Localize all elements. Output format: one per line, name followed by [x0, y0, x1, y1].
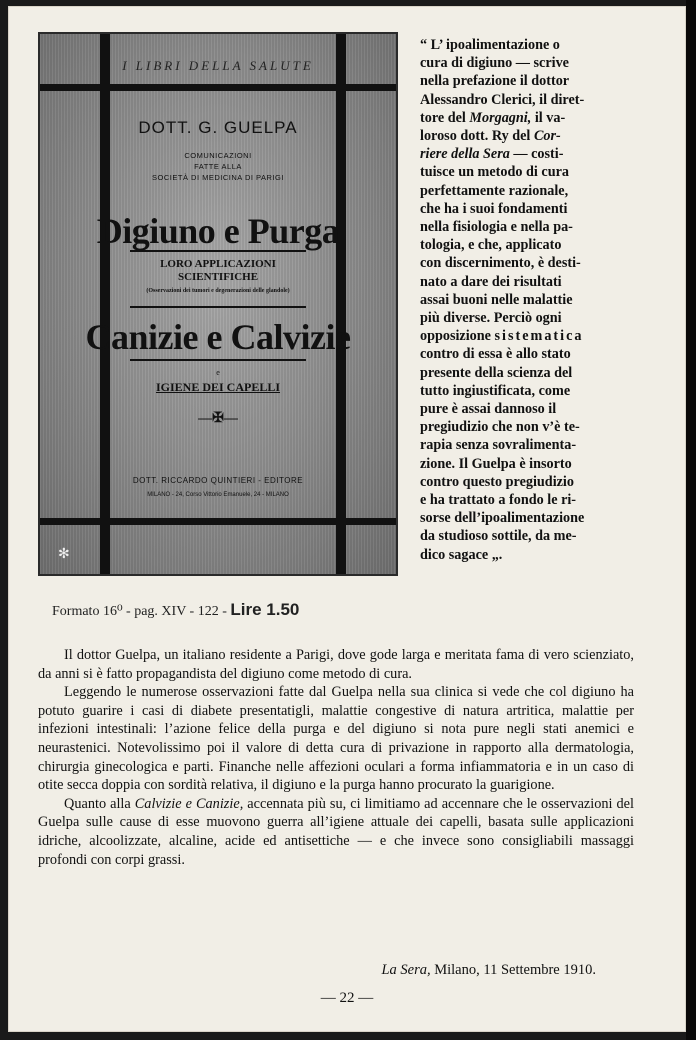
- cover-communication: COMUNICAZIONI FATTE ALLA SOCIETÀ DI MEDICINA DI PARIGI: [152, 151, 284, 182]
- cover-igiene: IGIENE DEI CAPELLI: [155, 380, 281, 394]
- paragraph: Quanto alla Calvizie e Canizie, accennata più su, ci limitiamo ad accennare che le osservazioni del Guelpa sulle cause di esse muovono guerra all’igiene attuale dei capelli, basata sulle applicazioni idriche, alcoolizzate, alcaline, acide ed antisettiche — e che invece sono consigliabili massaggi profondi con corpi grassi.: [38, 795, 634, 868]
- book-caption: Formato 16⁰ - pag. XIV - 122 - Lire 1.50: [52, 600, 300, 619]
- corriere-name: riere della Sera: [420, 146, 510, 163]
- cover-author: DOTT. G. GUELPA: [138, 118, 298, 137]
- cover-title-digiuno: Digiuno e Purga: [96, 211, 340, 251]
- cover-rule: [130, 359, 306, 361]
- article-source: La Sera, Milano, 11 Settembre 1910.: [381, 962, 596, 978]
- book-cover-image: [40, 34, 396, 574]
- cover-rule: [130, 306, 306, 308]
- price: Lire 1.50: [230, 600, 300, 619]
- cover-subtitle: LORO APPLICAZIONI SCIENTIFICHE: [160, 258, 276, 283]
- cover-conjunction: e: [216, 368, 220, 377]
- cover-series: I LIBRI DELLA SALUTE: [122, 58, 314, 73]
- cover-frame-line: [40, 518, 396, 525]
- cover-title-canizie: Canizie e Calvizie: [85, 317, 351, 357]
- cover-publisher: DOTT. RICCARDO QUINTIERI - EDITORE: [132, 476, 304, 485]
- document-page: [8, 6, 686, 1032]
- cover-ornament: —✠—: [198, 411, 238, 426]
- cover-address: MILANO - 24, Corso Vittorio Emanuele, 24 - MILANO: [147, 492, 289, 498]
- paragraph: Il dottor Guelpa, un italiano residente a Parigi, dove gode larga e meritata fama di vero scienziato, da anni si è fatto propagandista del digiuno come metodo di cura.: [38, 647, 634, 682]
- cover-frame-line: [40, 84, 396, 91]
- cover-star-icon: ✻: [58, 547, 70, 562]
- article-body: [38, 646, 634, 869]
- preface-quote: “ L’ ipoalimentazione o cura di digiuno — scrive nella prefazione il dottor Alessandro Clerici, il diret- tore del Morgagni, il va- loroso dott. Ry del Cor- riere della Sera — costi- tuisce un metodo di cura perfettamente razionale, che ha i suoi fondamenti nella fisiologia e nella pa- tologia, e che, applicato con discernimento, è desti- nato a dare dei risultati assai buoni nelle malattie più diverse. Perciò ogni opposizione sistematica contro di essa è allo stato presente della scienza del tutto ingiustificata, come pure è assai dannoso il pregiudizio che non v’è te- rapia senza sovralimenta- zione. Il Guelpa è insorto contro questo pregiudizio e ha trattato a fondo le ri- sorse dell’ipoalimentazione da studioso sottile, da me- dico sagace „.: [420, 37, 585, 563]
- paragraph: Leggendo le numerose osservazioni fatte dal Guelpa nella sua clinica si vede che col digiuno ha potuto guarire i casi di diabete presentatigli, malattie congestive di natura artritica, malattie per infezioni intestinali: l’azione felice della purga e del digiuno si nota pure negli stati anemici e neurastenici. Notevolissimo poi il valore di detta cura di privazione in rapporto alla dermatologia, chirurgia ginecologica e parti. Finanche nelle affezioni oculari a forma infiammatoria e in un caso di otite secca doppia con sordità relativa, il digiuno e la purga hanno procurato la guarigione.: [38, 684, 634, 794]
- cover-note: (Osservazioni dei tumori e degenerazioni delle glandole): [146, 288, 290, 294]
- morgagni-name: Morgagni,: [469, 109, 532, 126]
- page-number: — 22 —: [320, 990, 374, 1006]
- binding-edge: [686, 0, 696, 1040]
